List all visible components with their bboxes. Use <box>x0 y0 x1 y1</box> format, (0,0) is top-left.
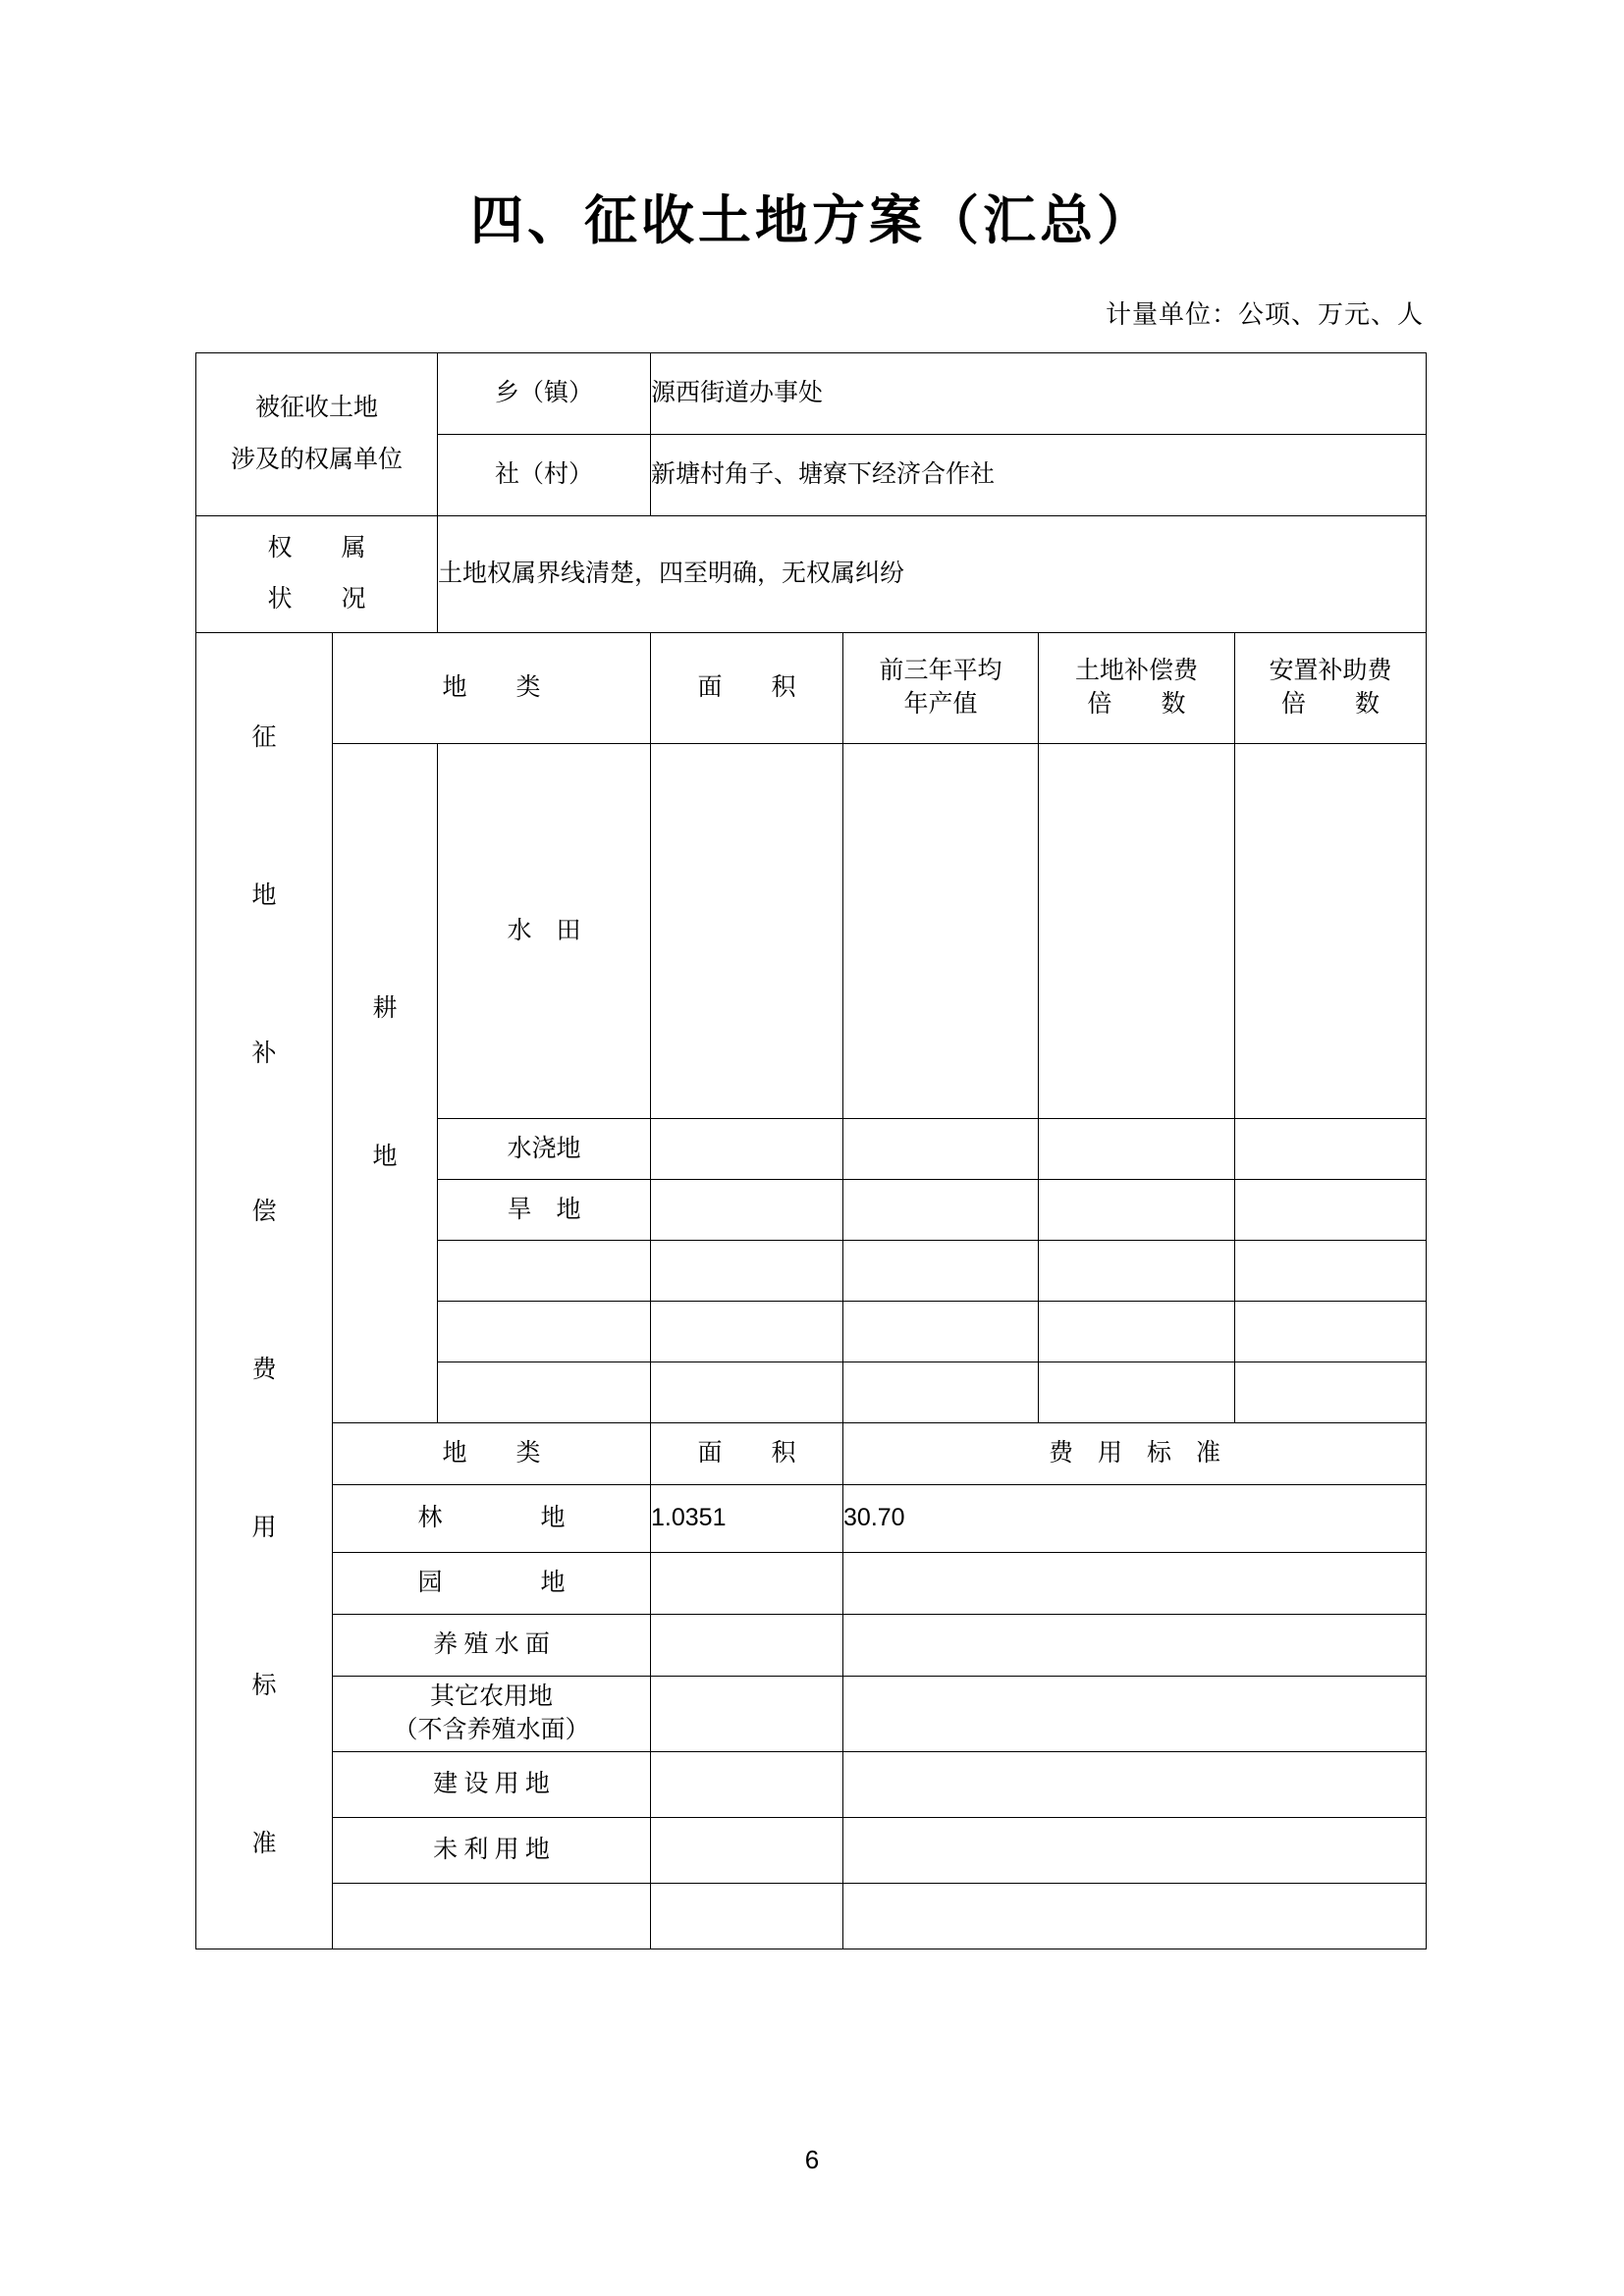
village-value[interactable]: 新塘村角子、塘寮下经济合作社 <box>651 435 1427 516</box>
table-row-ownership-status <box>196 516 1427 633</box>
land-type-name: 未 利 用 地 <box>333 1818 651 1884</box>
fee-standard-value[interactable] <box>843 1615 1427 1677</box>
header-avg-yield <box>843 633 1039 744</box>
area-value[interactable] <box>651 1553 843 1615</box>
ownership-unit-label <box>196 353 438 516</box>
land-type-name: 水 田 <box>438 744 651 1119</box>
table-row <box>196 1553 1427 1615</box>
side-label-char-7: 准 <box>251 1831 277 1857</box>
fee-standard-value[interactable] <box>843 1884 1427 1949</box>
page-title: 四、征收土地方案（汇总） <box>470 191 1154 250</box>
header-avg-yield-line1: 前三年平均 <box>879 658 1002 685</box>
header2-land-type: 地 类 <box>333 1423 651 1485</box>
land-compensation-multiple[interactable] <box>1039 1362 1235 1423</box>
land-compensation-multiple[interactable] <box>1039 744 1235 1119</box>
area-value[interactable]: 1.0351 <box>651 1485 843 1553</box>
resettlement-multiple[interactable] <box>1235 744 1427 1119</box>
ownership-status-label-line1: 权 属 <box>267 534 366 561</box>
table-row <box>196 1677 1427 1752</box>
measurement-unit-note: 计量单位：公项、万元、人 <box>1105 300 1424 329</box>
land-type-name[interactable] <box>438 1241 651 1302</box>
township-label: 乡（镇） <box>438 353 651 435</box>
land-type-name: 园 地 <box>333 1553 651 1615</box>
yield-value[interactable] <box>843 1180 1039 1241</box>
fee-standard-value[interactable] <box>843 1677 1427 1752</box>
area-value[interactable] <box>651 744 843 1119</box>
land-type-name-line2: （不含养殖水面） <box>393 1717 590 1743</box>
fee-standard-value[interactable] <box>843 1752 1427 1818</box>
side-label-char-6: 标 <box>251 1673 277 1699</box>
land-type-name[interactable] <box>438 1302 651 1362</box>
ownership-unit-label-line1: 被征收土地 <box>255 395 379 421</box>
land-acquisition-table <box>195 352 1427 1949</box>
area-value[interactable] <box>651 1302 843 1362</box>
area-value[interactable] <box>651 1241 843 1302</box>
resettlement-multiple[interactable] <box>1235 1362 1427 1423</box>
cultivated-label-top: 耕 <box>372 995 398 1023</box>
resettlement-multiple[interactable] <box>1235 1119 1427 1180</box>
resettlement-multiple[interactable] <box>1235 1180 1427 1241</box>
area-value[interactable] <box>651 1752 843 1818</box>
side-label-char-3: 偿 <box>251 1199 277 1225</box>
cultivated-land-group-label <box>333 744 438 1423</box>
land-compensation-multiple[interactable] <box>1039 1241 1235 1302</box>
table-row-township <box>196 353 1427 435</box>
land-compensation-multiple[interactable] <box>1039 1302 1235 1362</box>
ownership-status-label <box>196 516 438 633</box>
township-value[interactable]: 源西街道办事处 <box>651 353 1427 435</box>
table-row <box>196 1615 1427 1677</box>
area-value[interactable] <box>651 1615 843 1677</box>
fee-standard-value[interactable]: 30.70 <box>843 1485 1427 1553</box>
header-resettlement-subsidy <box>1235 633 1427 744</box>
table-row-secondary-header <box>196 1423 1427 1485</box>
land-type-name[interactable] <box>438 1362 651 1423</box>
area-value[interactable] <box>651 1119 843 1180</box>
land-type-name: 建 设 用 地 <box>333 1752 651 1818</box>
yield-value[interactable] <box>843 1119 1039 1180</box>
area-value[interactable] <box>651 1884 843 1949</box>
yield-value[interactable] <box>843 1302 1039 1362</box>
cultivated-label-bottom: 地 <box>372 1144 398 1171</box>
resettlement-multiple[interactable] <box>1235 1241 1427 1302</box>
page-number: 6 <box>804 2145 820 2174</box>
fee-standard-value[interactable] <box>843 1553 1427 1615</box>
header2-area: 面 积 <box>651 1423 843 1485</box>
land-type-name-line1: 其它农用地 <box>430 1683 554 1711</box>
table-row <box>196 1884 1427 1949</box>
land-type-name: 林 地 <box>333 1485 651 1553</box>
table-row-compensation-header <box>196 633 1427 744</box>
table-row <box>196 1818 1427 1884</box>
header2-fee-standard: 费 用 标 准 <box>843 1423 1427 1485</box>
header-avg-yield-line2: 年产值 <box>903 691 978 718</box>
table-row <box>196 744 1427 1119</box>
area-value[interactable] <box>651 1677 843 1752</box>
header-land-type: 地 类 <box>333 633 651 744</box>
yield-value[interactable] <box>843 1362 1039 1423</box>
resettlement-multiple[interactable] <box>1235 1302 1427 1362</box>
side-label-char-2: 补 <box>251 1041 277 1067</box>
header-resettlement-line2: 倍 数 <box>1281 691 1380 718</box>
table-row <box>196 1485 1427 1553</box>
yield-value[interactable] <box>843 744 1039 1119</box>
land-compensation-multiple[interactable] <box>1039 1180 1235 1241</box>
land-type-name: 水浇地 <box>438 1119 651 1180</box>
header-land-compensation-line2: 倍 数 <box>1087 691 1186 718</box>
yield-value[interactable] <box>843 1241 1039 1302</box>
header-land-compensation <box>1039 633 1235 744</box>
side-label-char-4: 费 <box>251 1357 277 1383</box>
village-label: 社（村） <box>438 435 651 516</box>
side-label-char-5: 用 <box>251 1515 277 1541</box>
header-resettlement-line1: 安置补助费 <box>1269 658 1392 685</box>
compensation-side-label <box>196 633 333 1949</box>
ownership-status-label-line2: 状 况 <box>267 586 366 613</box>
header-area: 面 积 <box>651 633 843 744</box>
ownership-status-value[interactable]: 土地权属界线清楚，四至明确，无权属纠纷 <box>438 516 1427 633</box>
area-value[interactable] <box>651 1818 843 1884</box>
ownership-unit-label-line2: 涉及的权属单位 <box>231 446 404 473</box>
area-value[interactable] <box>651 1362 843 1423</box>
land-type-name <box>333 1677 651 1752</box>
table-row <box>196 1752 1427 1818</box>
land-type-name: 养 殖 水 面 <box>333 1615 651 1677</box>
area-value[interactable] <box>651 1180 843 1241</box>
land-type-name: 旱 地 <box>438 1180 651 1241</box>
land-compensation-multiple[interactable] <box>1039 1119 1235 1180</box>
header-land-compensation-line1: 土地补偿费 <box>1075 658 1199 685</box>
side-label-char-0: 征 <box>251 724 277 751</box>
land-type-name[interactable] <box>333 1884 651 1949</box>
side-label-char-1: 地 <box>251 882 277 909</box>
fee-standard-value[interactable] <box>843 1818 1427 1884</box>
